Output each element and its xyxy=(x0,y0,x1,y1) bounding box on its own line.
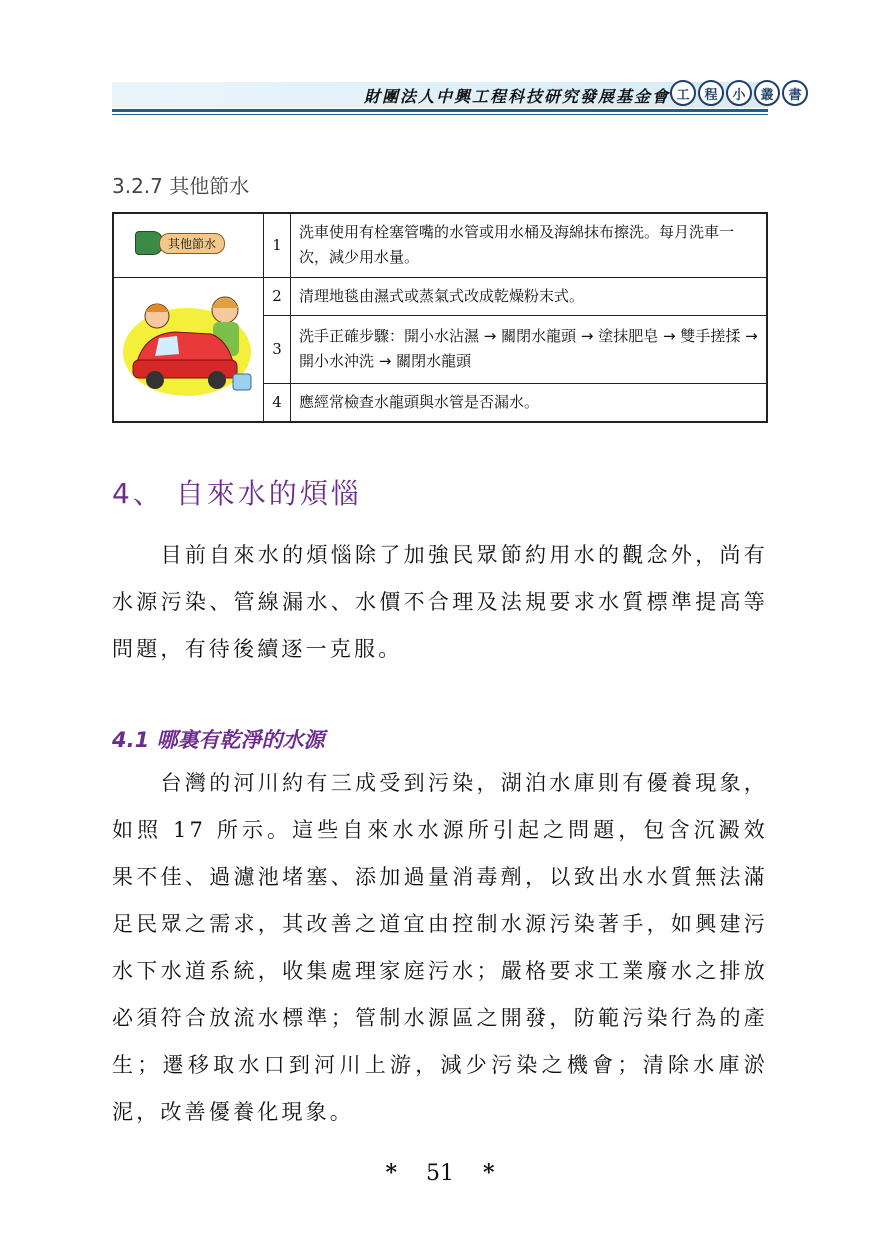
header-divider-thin xyxy=(112,114,768,115)
page-footer xyxy=(0,1160,880,1186)
subsection-paragraph: 台灣的河川約有三成受到污染，湖泊水庫則有優養現象，如照 17 所示。這些自來水水源所引起之問題，包含沉澱效果不佳、過濾池堵塞、添加過量消毒劑，以致出水水質無法滿足民眾之需求，其改善之道宜由控制水源污染著手，如興建污水下水道系統，收集處理家庭污水；嚴格要求工業廢水之排放必須符合放流水標準；管制水源區之開發，防範污染行為的產生；遷移取水口到河川上游，減少污染之機會；清除水庫淤泥，改善優養化現象。 xyxy=(112,771,768,1124)
row-text: 洗車使用有栓塞管嘴的水管或用水桶及海綿抹布擦洗。每月洗車一次，減少用水量。 xyxy=(291,213,768,277)
footer-star-right: * xyxy=(483,1160,495,1186)
header-organization: 財團法人中興工程科技研究發展基金會 xyxy=(363,87,670,106)
chapter-paragraph: 目前自來水的煩惱除了加強民眾節約用水的觀念外，尚有水源污染、管線漏水、水價不合理及法規要求水質標準提高等問題，有待後續逐一克服。 xyxy=(112,543,768,661)
row-number: 1 xyxy=(264,213,291,277)
car-washing-illustration-icon xyxy=(115,282,262,412)
chapter-title: 4、 自來水的煩惱 xyxy=(112,477,362,510)
category-badge xyxy=(135,231,225,255)
footer-star-left: * xyxy=(385,1160,397,1186)
series-char: 工 xyxy=(670,80,696,106)
row-text: 洗手正確步驟：開小水沾濕 → 關閉水龍頭 → 塗抹肥皂 → 雙手搓揉 → 開小水沖洗 → 關閉水龍頭 xyxy=(291,315,768,383)
row-number: 2 xyxy=(264,277,291,315)
header-divider xyxy=(112,109,768,112)
section-title: 3.2.7 其他節水 xyxy=(112,174,250,198)
series-char: 小 xyxy=(726,80,752,106)
row-number: 3 xyxy=(264,315,291,383)
row-number: 4 xyxy=(264,383,291,422)
illustration-cell xyxy=(113,277,264,422)
series-char: 程 xyxy=(698,80,724,106)
series-badge xyxy=(670,80,808,106)
badge-label: 其他節水 xyxy=(159,233,225,254)
table-row xyxy=(113,213,767,277)
page-number: 51 xyxy=(426,1161,454,1186)
series-char: 書 xyxy=(782,80,808,106)
badge-cell xyxy=(113,213,264,277)
row-text: 清理地毯由濕式或蒸氣式改成乾燥粉末式。 xyxy=(291,277,768,315)
table-row xyxy=(113,277,767,315)
row-text: 應經常檢查水龍頭與水管是否漏水。 xyxy=(291,383,768,422)
water-saving-table xyxy=(112,212,768,423)
series-char: 叢 xyxy=(754,80,780,106)
subsection-title: 4.1 哪裏有乾淨的水源 xyxy=(112,728,325,752)
